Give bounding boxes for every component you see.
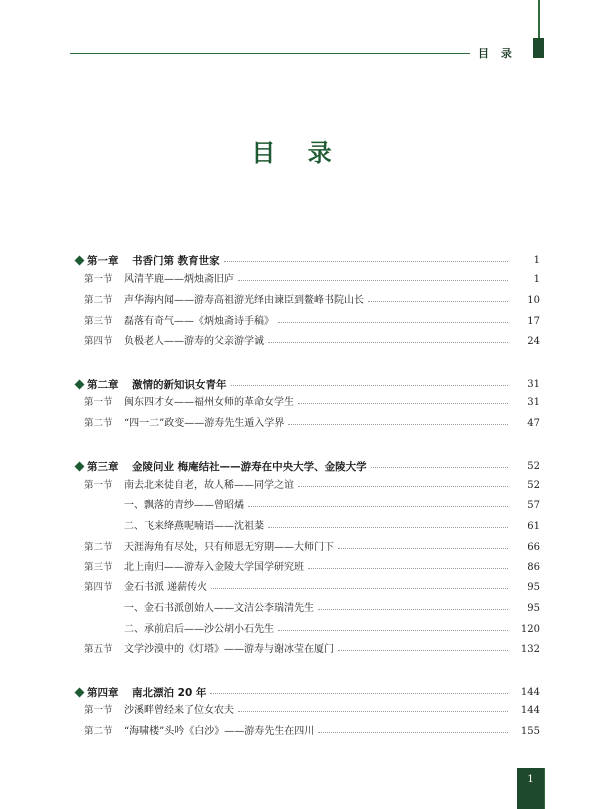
toc-leader-dots bbox=[268, 342, 508, 343]
toc-leader-dots bbox=[298, 486, 508, 487]
toc-entry-title: 二、飞来绛燕呢喃语——沈祖棻 bbox=[124, 521, 264, 532]
toc-page-number: 86 bbox=[527, 562, 540, 573]
toc-leader-dots bbox=[338, 650, 508, 651]
toc-leader-dots bbox=[288, 424, 508, 425]
toc-entry-title: “海啸楼”头吟《白沙》——游寿先生在四川 bbox=[124, 726, 315, 737]
toc-chapter-row[interactable] bbox=[0, 253, 595, 269]
toc-page-number: 52 bbox=[527, 461, 540, 472]
toc-leader-dots bbox=[278, 630, 508, 631]
toc-section-row[interactable] bbox=[0, 416, 595, 432]
toc-leader-dots bbox=[238, 280, 508, 281]
toc-page-number: 61 bbox=[527, 521, 540, 532]
toc-section-row[interactable] bbox=[0, 314, 595, 330]
toc-leader-dots bbox=[338, 548, 508, 549]
toc-section-row[interactable] bbox=[0, 272, 595, 288]
toc-page-number: 1 bbox=[533, 255, 540, 266]
toc-chapter-row[interactable] bbox=[0, 685, 595, 701]
toc-page-number: 95 bbox=[527, 603, 540, 614]
toc-section-number: 第一节 bbox=[84, 274, 113, 285]
toc-section-row[interactable] bbox=[0, 478, 595, 494]
toc-entry-title: 二、承前启后——沙公胡小石先生 bbox=[124, 624, 274, 635]
toc-page-number: 24 bbox=[527, 336, 540, 347]
toc-subsection-row[interactable] bbox=[0, 498, 595, 514]
toc-entry-title: 磊落有奇气——《炳烛斋诗手稿》 bbox=[124, 316, 274, 327]
toc-entry-title: 闽东四才女——福州女师的革命女学生 bbox=[124, 397, 294, 408]
toc-entry-title: 负极老人——游寿的父亲游学诚 bbox=[124, 336, 264, 347]
toc-section-row[interactable] bbox=[0, 560, 595, 576]
toc-entry-title: 南北漂泊 20 年 bbox=[132, 687, 207, 699]
toc-leader-dots bbox=[238, 711, 508, 712]
toc-section-number: 第二节 bbox=[84, 295, 113, 306]
toc-entry-title: 风清芊鹿——炳烛斋旧庐 bbox=[124, 274, 234, 285]
toc-leader-dots bbox=[371, 467, 508, 468]
toc-section-number: 第二节 bbox=[84, 726, 113, 737]
page-number-box bbox=[517, 768, 544, 809]
toc-section-row[interactable] bbox=[0, 724, 595, 740]
toc-leader-dots bbox=[210, 693, 508, 694]
toc-chapter-row[interactable] bbox=[0, 459, 595, 475]
footer-rule bbox=[544, 768, 545, 809]
toc-chapter-number: 第二章 bbox=[87, 379, 119, 391]
toc-leader-dots bbox=[231, 385, 508, 386]
toc-chapter-row[interactable] bbox=[0, 377, 595, 393]
toc-section-number: 第五节 bbox=[84, 644, 113, 655]
toc-subsection-row[interactable] bbox=[0, 601, 595, 617]
toc-entry-title: 声华海内闻——游寿高祖游光绎由谏臣到鳌峰书院山长 bbox=[124, 295, 364, 306]
toc-entry-title: 一、飘落的青纱——曾昭燏 bbox=[124, 500, 244, 511]
toc-page-number: 144 bbox=[520, 687, 540, 698]
toc-section-number: 第一节 bbox=[84, 397, 113, 408]
toc-leader-dots bbox=[278, 322, 508, 323]
toc-section-number: 第二节 bbox=[84, 418, 113, 429]
toc-entry-title: 沙溪畔曾经来了位女农夫 bbox=[124, 705, 234, 716]
toc-section-number: 第四节 bbox=[84, 582, 113, 593]
toc-section-row[interactable] bbox=[0, 703, 595, 719]
page-title: 目 录 bbox=[251, 138, 344, 167]
toc-page-number: 1 bbox=[533, 274, 540, 285]
toc-chapter-number: 第四章 bbox=[87, 687, 119, 699]
toc-section-number: 第三节 bbox=[84, 316, 113, 327]
toc-entry-title: 激情的新知识女青年 bbox=[132, 379, 227, 391]
toc-page-number: 52 bbox=[527, 480, 540, 491]
toc-page-number: 95 bbox=[527, 582, 540, 593]
toc-entry-title: 金石书派 递薪传火 bbox=[124, 582, 208, 593]
toc-page-number: 10 bbox=[527, 295, 540, 306]
toc-leader-dots bbox=[298, 403, 508, 404]
toc-leader-dots bbox=[211, 588, 508, 589]
toc-section-row[interactable] bbox=[0, 395, 595, 411]
toc-section-row[interactable] bbox=[0, 642, 595, 658]
running-header: 目 录 bbox=[478, 47, 516, 60]
toc-page-number: 144 bbox=[520, 705, 540, 716]
toc-page-number: 155 bbox=[520, 726, 540, 737]
toc-leader-dots bbox=[224, 261, 508, 262]
toc-section-number: 第一节 bbox=[84, 480, 113, 491]
toc-subsection-row[interactable] bbox=[0, 519, 595, 535]
toc-page-number: 31 bbox=[527, 397, 540, 408]
toc-page-number: 47 bbox=[527, 418, 540, 429]
toc-section-number: 第三节 bbox=[84, 562, 113, 573]
toc-entry-title: 文学沙漠中的《灯塔》——游寿与谢冰莹在厦门 bbox=[124, 644, 334, 655]
toc-section-number: 第二节 bbox=[84, 542, 113, 553]
diamond-bullet-icon bbox=[75, 688, 85, 698]
toc-page-number: 17 bbox=[527, 316, 540, 327]
diamond-bullet-icon bbox=[75, 462, 85, 472]
toc-page-number: 57 bbox=[527, 500, 540, 511]
toc-page-number: 132 bbox=[520, 644, 540, 655]
toc-leader-dots bbox=[248, 506, 508, 507]
toc-section-row[interactable] bbox=[0, 540, 595, 556]
toc-entry-title: 北上南归——游寿入金陵大学国学研究班 bbox=[124, 562, 304, 573]
toc-leader-dots bbox=[308, 568, 508, 569]
toc-entry-title: 天涯海角有尽处，只有师恩无穷期——大师门下 bbox=[124, 542, 334, 553]
toc-entry-title: 南去北来徒自老，故人稀——同学之谊 bbox=[124, 480, 294, 491]
toc-subsection-row[interactable] bbox=[0, 622, 595, 638]
toc-section-row[interactable] bbox=[0, 334, 595, 350]
toc-entry-title: 一、金石书派创始人——文洁公李瑞清先生 bbox=[124, 603, 314, 614]
toc-leader-dots bbox=[318, 732, 508, 733]
toc-section-row[interactable] bbox=[0, 580, 595, 596]
toc-entry-title: 金陵问业 梅庵结社——游寿在中央大学、金陵大学 bbox=[132, 461, 367, 473]
toc-entry-title: “四一二”政变——游寿先生遁入学界 bbox=[124, 418, 285, 429]
toc-leader-dots bbox=[368, 301, 508, 302]
toc-page-number: 66 bbox=[527, 542, 540, 553]
diamond-bullet-icon bbox=[75, 256, 85, 266]
toc-chapter-number: 第三章 bbox=[87, 461, 119, 473]
toc-section-row[interactable] bbox=[0, 293, 595, 309]
toc-page-number: 31 bbox=[527, 379, 540, 390]
toc-section-number: 第一节 bbox=[84, 705, 113, 716]
toc-leader-dots bbox=[268, 527, 508, 528]
page-number: 1 bbox=[527, 774, 534, 785]
toc-entry-title: 书香门第 教育世家 bbox=[132, 255, 220, 267]
toc-page-number: 120 bbox=[520, 624, 540, 635]
toc-chapter-number: 第一章 bbox=[87, 255, 119, 267]
diamond-bullet-icon bbox=[75, 380, 85, 390]
toc-leader-dots bbox=[318, 609, 508, 610]
toc-section-number: 第四节 bbox=[84, 336, 113, 347]
